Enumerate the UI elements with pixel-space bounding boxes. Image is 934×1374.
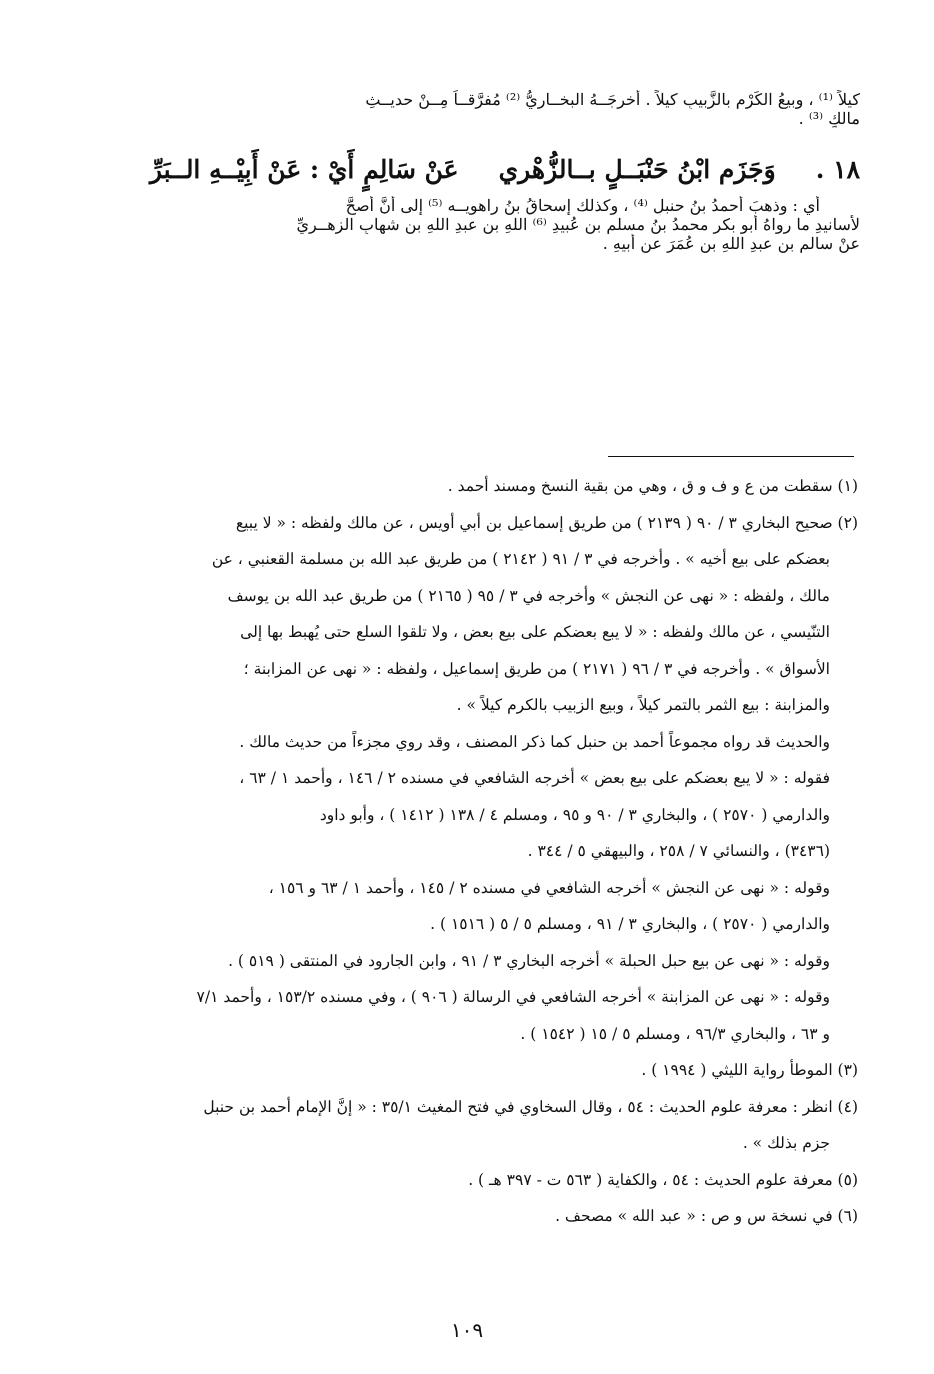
footnote-line: (٢) صحيح البخاري ٣ / ٩٠ ( ٢١٣٩ ) من طريق إسماعيل بن أبي أويس ، عن مالك ولفظه : « لا يبيع [235, 513, 858, 532]
footnote-line: والمزابنة : بيع الثمر بالتمر كيلاً ، وبيع الزبيب بالكرم كيلاً » . [456, 696, 830, 714]
footnote-line: (٤) انظر : معرفة علوم الحديث : ٥٤ ، وقال السخاوي في فتح المغيث ٣٥/١ : « إنَّ الإمام أحمد بن حنبل [203, 1097, 858, 1116]
footnote-line: والدارمي ( ٢٥٧٠ ) ، والبخاري ٣ / ٩٠ و ٩٥ ، ومسلم ٤ / ١٣٨ ( ١٤١٢ ) ، وأبو داود [319, 805, 830, 824]
footnote-line: (١) سقطت من ع و ف و ق ، وهي من بقية النسخ ومسند أحمد . [447, 477, 858, 495]
commentary-line: لأسانيدِ ما رواهُ أبو بكرٍ محمدُ بنُ مسلمِ بنِ عُبيدِ ⁽⁶⁾ اللهِ بنِ عبدِ اللهِ بنِ شهابٍ الزهــريِّ [296, 215, 860, 234]
footnote-line: والدارمي ( ٢٥٧٠ ) ، والبخاري ٣ / ٩١ ، ومسلم ٥ / ٥ ( ١٥١٦ ) . [430, 915, 830, 933]
footnote-line: (٦) في نسخة س و ص : « عبد الله » مصحف . [555, 1207, 858, 1225]
footnote-line: والحديث قد رواه مجموعاً أحمد بن حنبل كما ذكر المصنف ، وقد روي مجزءاً من حديث مالك . [239, 732, 830, 751]
footnote-line: (٣٤٣٦) ، والنسائي ٧ / ٢٥٨ ، والبيهقي ٥ / ٣٤٤ . [527, 842, 830, 860]
text-line: كيلاً ⁽¹⁾ ، وبيعُ الكَرْمِ بالزَّبيبِ كيلاً . أخرجَــهُ البخــاريُّ ⁽²⁾ مُفرَّقــاً مِــنْ حديــثِ [365, 90, 860, 109]
footnote-line: وقوله : « نهى عن النجش » أخرجه الشافعي في مسنده ٢ / ١٤٥ ، وأحمد ١ / ٦٣ و ١٥٦ ، [268, 878, 830, 897]
footnote-line: جزم بذلك » . [742, 1134, 830, 1152]
footnote-line: الأسواق » . وأخرجه في ٣ / ٩٦ ( ٢١٧١ ) من طريق إسماعيل ، ولفظه : « نهى عن المزابنة ؛ [243, 659, 830, 678]
verse-number: ١٨ . [815, 155, 860, 184]
footnote-separator [608, 456, 854, 457]
footnote-line: وقوله : « نهى عن بيع حبل الحبلة » أخرجه البخاري ٣ / ٩١ ، وابن الجارود في المنتقى ( ٥١٩ ) . [228, 951, 830, 970]
footnote-line: مالك ، ولفظه : « نهى عن النجش » وأخرجه في ٣ / ٩٥ ( ٢١٦٥ ) من طريق عبد الله بن يوسف [227, 586, 830, 605]
verse [80, 144, 860, 196]
footnote-line: التنّيسي ، عن مالك ولفظه : « لا يبع بعضكم على بيع بعض ، ولا تلقوا السلع حتى يُهبط بها إلى [240, 623, 830, 641]
verse-hemistich-second: عَنْ سَالِمٍ أَيْ : عَنْ أَبِيْــهِ الــبَرِّ [149, 155, 459, 184]
commentary-line: أي : وذهبَ أحمدُ بنُ حنبلٍ ⁽⁴⁾ ، وكذلك إسحاقُ بنُ راهويــه ⁽⁵⁾ إلى أنَّ أصحَّ [345, 196, 820, 215]
footnote-line: (٣) الموطأ رواية الليثي ( ١٩٩٤ ) . [641, 1061, 858, 1079]
main-text [80, 90, 860, 253]
footnote-line: (٥) معرفة علوم الحديث : ٥٤ ، والكفاية ( ٥٦٣ ت - ٣٩٧ هـ ) . [468, 1170, 858, 1189]
footnote-line: فقوله : « لا يبع بعضكم على بيع بعض » أخرجه الشافعي في مسنده ٢ / ١٤٦ ، وأحمد ١ / ٦٣ ، [239, 769, 830, 787]
text-line: مالكٍ ⁽³⁾ . [798, 109, 860, 128]
footnote-line: و ٦٣ ، والبخاري ٩٦/٣ ، ومسلم ٥ / ١٥ ( ١٥٤٢ ) . [520, 1024, 830, 1043]
footnotes [80, 468, 858, 1235]
verse-hemistich-first: وَجَزَم ابْنُ حَنْبَــلٍ بــالزُّهْري [498, 155, 776, 184]
footnote-line: وقوله : « نهى عن المزابنة » أخرجه الشافعي في الرسالة ( ٩٠٦ ) ، وفي مسنده ١٥٣/٢ ، وأحمد ٧/١ [196, 988, 830, 1006]
page-number: ١٠٩ [450, 1318, 484, 1342]
commentary-line: عنْ سالمِ بنِ عبدِ اللهِ بنِ عُمَرَ عن أبيهِ . [602, 234, 860, 253]
footnote-line: بعضكم على بيع أخيه » . وأخرجه في ٣ / ٩١ ( ٢١٤٢ ) من طريق عبد الله بن مسلمة القعنبي ، عن [211, 550, 830, 568]
